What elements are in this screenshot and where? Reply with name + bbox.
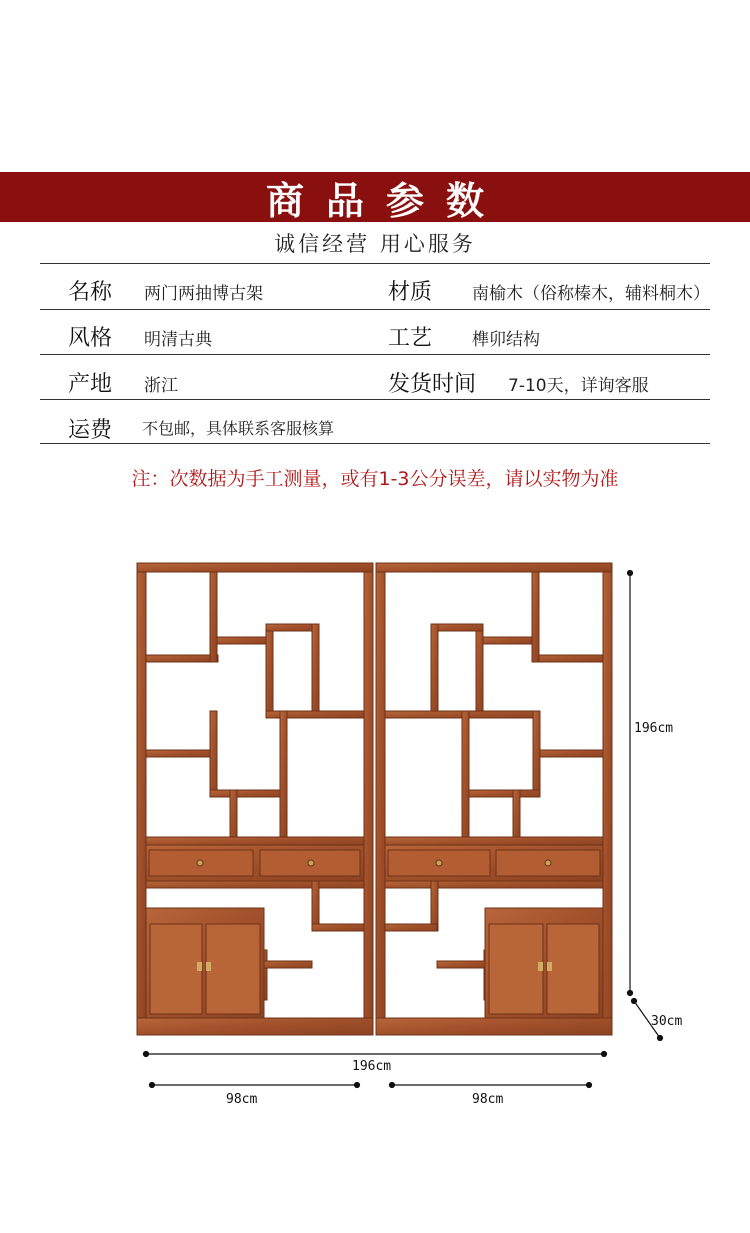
spec-key-material: 材质 bbox=[388, 280, 433, 305]
bookcase-illustration bbox=[0, 540, 750, 1120]
depth-label: 30cm bbox=[651, 1014, 683, 1029]
spec-value-origin: 浙江 bbox=[144, 376, 178, 396]
spec-key-origin: 产地 bbox=[68, 372, 113, 397]
total-width-dimension bbox=[144, 1052, 607, 1057]
bookcase-left bbox=[137, 563, 373, 1035]
product-dimension-diagram bbox=[0, 540, 750, 1120]
spec-value-style: 明清古典 bbox=[144, 330, 212, 350]
height-label: 196cm bbox=[634, 721, 674, 736]
page-title: 商品参数 bbox=[265, 177, 506, 223]
spec-value-name: 两门两抽博古架 bbox=[144, 284, 263, 304]
slogan: 诚信经营 用心服务 bbox=[274, 232, 476, 256]
spec-key-craft: 工艺 bbox=[388, 326, 433, 351]
height-dimension bbox=[628, 571, 633, 996]
table-rule bbox=[40, 399, 710, 400]
spec-value-craft: 榫卯结构 bbox=[472, 330, 540, 350]
spec-key-style: 风格 bbox=[68, 326, 113, 351]
right-width-dimension bbox=[390, 1083, 592, 1088]
spec-key-freight: 运费 bbox=[68, 418, 113, 443]
title-banner bbox=[0, 172, 750, 222]
right-width-label: 98cm bbox=[472, 1092, 504, 1107]
spec-value-freight: 不包邮，具体联系客服核算 bbox=[142, 419, 335, 438]
spec-value-shipping-time: 7-10天，详询客服 bbox=[508, 376, 649, 396]
spec-key-name: 名称 bbox=[68, 280, 113, 305]
left-width-label: 98cm bbox=[226, 1092, 258, 1107]
left-width-dimension bbox=[150, 1083, 360, 1088]
spec-value-material: 南榆木（俗称榛木，辅料桐木） bbox=[472, 284, 710, 304]
table-rule bbox=[40, 354, 710, 355]
table-rule bbox=[40, 443, 710, 444]
table-rule bbox=[40, 309, 710, 310]
bookcase-right bbox=[376, 563, 612, 1035]
total-width-label: 196cm bbox=[352, 1059, 392, 1074]
measurement-note: 注：次数据为手工测量，或有1-3公分误差，请以实物为准 bbox=[131, 468, 619, 490]
table-rule bbox=[40, 263, 710, 264]
spec-key-shipping-time: 发货时间 bbox=[388, 372, 477, 397]
